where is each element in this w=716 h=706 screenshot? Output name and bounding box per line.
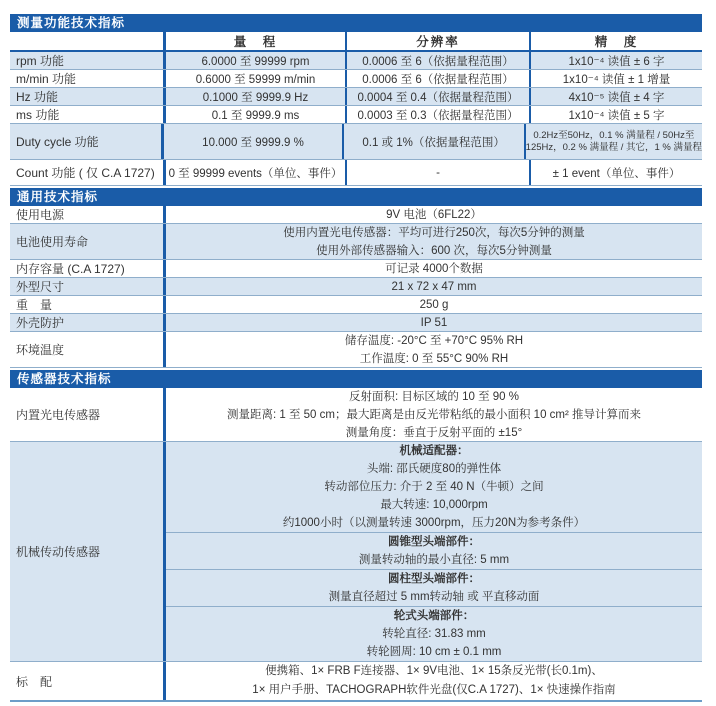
cell-accuracy: ± 1 event（单位、事件）	[529, 160, 702, 185]
row-value	[163, 314, 702, 331]
row-label: Count 功能 ( 仅 C.A 1727)	[16, 166, 155, 180]
cell-accuracy	[524, 124, 702, 159]
cell-accuracy: 1x10⁻⁴ 读值 ± 5 字	[529, 106, 702, 123]
row-value	[163, 278, 702, 295]
row-value	[163, 662, 702, 700]
row-value	[163, 296, 702, 313]
value-line: 21 x 72 x 47 mm	[391, 280, 477, 293]
cell-range: 0 至 99999 events（单位、事件）	[163, 160, 345, 185]
cell-range: 0.1000 至 9999.9 Hz	[163, 88, 345, 105]
row-label: 内置光电传感器	[16, 408, 101, 422]
block-header: 圆锥型头端部件：	[388, 536, 480, 548]
cell-resolution: 0.0003 至 0.3（依据量程范围）	[345, 106, 529, 123]
row-value	[163, 442, 702, 661]
col-header-resolution: 分辨率	[345, 32, 529, 50]
value-line: 反射面积: 目标区域的 10 至 90 %	[349, 390, 519, 403]
row-label: 外壳防护	[16, 316, 65, 330]
cell-resolution: 0.1 或 1%（依据量程范围）	[342, 124, 524, 159]
measurement-header-row	[10, 32, 702, 52]
section-header-sensor: 传感器技术指标	[10, 370, 702, 388]
value-line: 测量距离: 1 至 50 cm；最大距离是由反光带粘纸的最小面积 10 cm² 推导计算而来	[226, 408, 642, 421]
table-row-temperature	[10, 332, 702, 368]
row-label: 机械传动传感器	[16, 545, 101, 559]
accuracy-line-1: 0.2Hz至50Hz，0.1 % 满量程 / 50Hz至	[533, 129, 695, 141]
table-row-battery-life	[10, 224, 702, 260]
table-row-dutycycle	[10, 124, 702, 160]
value-line: 最大转速: 10,000rpm	[380, 499, 488, 511]
value-line: 9V 电池（6FL22）	[386, 208, 482, 221]
block-header: 轮式头端部件：	[393, 610, 475, 622]
table-row-hz	[10, 88, 702, 106]
table-row-ms	[10, 106, 702, 124]
value-line: IP 51	[420, 316, 448, 329]
col-header-range: 量 程	[163, 32, 345, 50]
row-label: Duty cycle 功能	[16, 135, 99, 149]
value-line: 使用内置光电传感器：平均可进行250次，每次5分钟的测量	[283, 226, 585, 239]
value-line: 头端: 邵氏硬度80的弹性体	[366, 463, 502, 475]
table-row-power	[10, 206, 702, 224]
cell-resolution: 0.0004 至 0.4（依据量程范围）	[345, 88, 529, 105]
block-header: 圆柱型头端部件：	[388, 573, 480, 585]
row-label: 重 量	[16, 298, 53, 312]
value-line: 转动部位压力: 介于 2 至 40 N（牛顿）之间	[324, 481, 544, 493]
table-row-protection	[10, 314, 702, 332]
cell-range: 10.000 至 9999.9 %	[161, 124, 341, 159]
cell-accuracy: 4x10⁻⁵ 读值 ± 4 字	[529, 88, 702, 105]
row-value	[163, 260, 702, 277]
row-label: 外型尺寸	[16, 280, 65, 294]
block-header: 机械适配器：	[399, 445, 469, 457]
table-row-weight	[10, 296, 702, 314]
row-label: Hz 功能	[16, 90, 59, 104]
cell-resolution: 0.0006 至 6（依据量程范围）	[345, 70, 529, 87]
cell-resolution: -	[345, 160, 529, 185]
cell-accuracy: 1x10⁻⁴ 读值 ± 6 字	[529, 52, 702, 69]
row-label: ms 功能	[16, 108, 60, 122]
mech-block-cylinder-tip	[166, 570, 702, 607]
value-line: 储存温度: -20°C 至 +70°C 95% RH	[344, 334, 524, 347]
cell-range: 0.6000 至 59999 m/min	[163, 70, 345, 87]
value-line: 可记录 4000个数据	[385, 262, 483, 275]
value-line: 约1000小时（以测量转速 3000rpm，压力20N为参考条件）	[282, 517, 586, 529]
table-row-rpm	[10, 52, 702, 70]
row-label: 环境温度	[16, 343, 65, 357]
row-label: rpm 功能	[16, 54, 65, 68]
mech-block-cone-tip	[166, 533, 702, 570]
table-row-dimensions	[10, 278, 702, 296]
table-row-mmin	[10, 70, 702, 88]
row-label: 使用电源	[16, 208, 65, 222]
value-line: 使用外部传感器输入：600 次，每次5分钟测量	[316, 244, 552, 257]
col-header-accuracy: 精 度	[529, 32, 702, 50]
value-line: 转轮圆周: 10 cm ± 0.1 mm	[366, 646, 502, 658]
value-line: 测量角度：垂直于反射平面的 ±15°	[345, 426, 523, 439]
mech-block-wheel-tip	[166, 607, 702, 661]
row-value	[163, 206, 702, 223]
section-header-general: 通用技术指标	[10, 188, 702, 206]
table-row-photo-sensor	[10, 388, 702, 442]
table-row-accessories	[10, 662, 702, 702]
value-line: 测量直径超过 5 mm转动轴 或 平直移动面	[328, 591, 540, 603]
header-spacer	[10, 32, 163, 50]
section-header-measurement: 测量功能技术指标	[10, 14, 702, 32]
row-label: m/min 功能	[16, 72, 77, 86]
cell-resolution: 0.0006 至 6（依据量程范围）	[345, 52, 529, 69]
row-value	[163, 388, 702, 441]
mech-block-adapter	[166, 442, 702, 533]
value-line: 250 g	[419, 298, 449, 311]
value-line: 测量转动轴的最小直径: 5 mm	[358, 554, 510, 566]
row-label: 标 配	[16, 674, 53, 689]
cell-accuracy: 1x10⁻⁴ 读值 ± 1 增量	[529, 70, 702, 87]
value-line: 转轮直径: 31.83 mm	[382, 628, 486, 640]
accuracy-line-2: 125Hz，0.2 % 满量程 / 其它，1 % 满量程	[525, 141, 702, 153]
value-line: 便携箱、1× FRB F连接器、1× 9V电池、1× 15条反光带(长0.1m)、	[265, 665, 603, 677]
row-value	[163, 224, 702, 259]
table-row-count	[10, 160, 702, 186]
value-line: 1× 用户手册、TACHOGRAPH软件光盘(仅C.A 1727)、1× 快速操作指南	[252, 684, 616, 696]
table-row-mech-sensor	[10, 442, 702, 662]
cell-range: 0.1 至 9999.9 ms	[163, 106, 345, 123]
table-row-memory	[10, 260, 702, 278]
value-line: 工作温度: 0 至 55°C 90% RH	[359, 352, 509, 365]
row-label: 电池使用寿命	[16, 235, 89, 249]
spec-sheet	[10, 14, 702, 702]
row-label: 内存容量 (C.A 1727)	[16, 262, 125, 276]
cell-range: 6.0000 至 99999 rpm	[163, 52, 345, 69]
row-value	[163, 332, 702, 367]
